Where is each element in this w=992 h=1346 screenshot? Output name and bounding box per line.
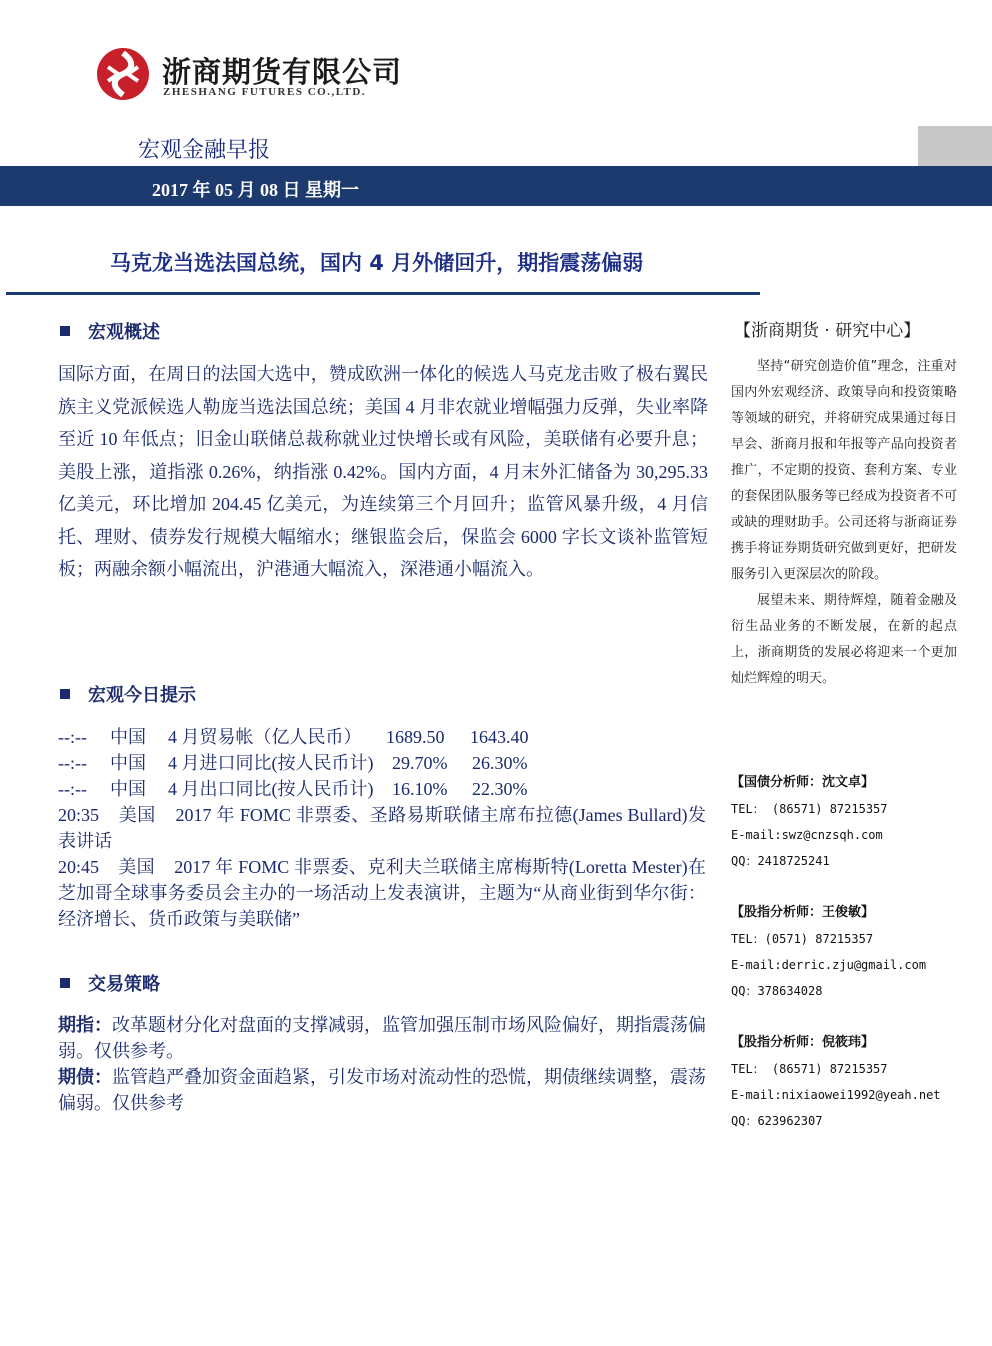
list-item: --:-- 中国 4 月贸易帐（亿人民币） 1689.50 1643.40 (58, 727, 529, 747)
analyst-card-index-2 (731, 1030, 941, 1134)
analyst-card-bond (731, 770, 888, 874)
analyst-card-index-1 (731, 900, 926, 1004)
date-bar (0, 166, 992, 206)
square-bullet-icon (60, 978, 70, 988)
strategy-item-index-futures: 期指：改革题材分化对盘面的支撑减弱，监管加强压制市场风险偏好，期指震荡偏弱。仅供参考。 (58, 1015, 706, 1062)
analyst-tel: TEL：(0571) 87215357 (731, 932, 874, 946)
analyst-tel: TEL： (86571) 87215357 (731, 802, 888, 816)
section-heading-today-tips: 宏观今日提示 (60, 681, 196, 707)
square-bullet-icon (60, 326, 70, 336)
headline-divider (6, 292, 760, 295)
analyst-qq: QQ：623962307 (731, 1114, 823, 1128)
zheshang-logo-icon (96, 47, 150, 101)
event-item: 20:45 美国 2017 年 FOMC 非票委、克利夫兰联储主席梅斯特(Loretta Mester)在芝加哥全球事务委员会主办的一场活动上发表演讲，主题为“从商业街到华尔街：经济增长、货币政策与美联储” (58, 857, 706, 929)
event-item: 20:35 美国 2017 年 FOMC 非票委、圣路易斯联储主席布拉德(James Bullard)发表讲话 (58, 805, 706, 851)
strategy-item-bond-futures: 期债：监管趋严叠加资金面趋紧，引发市场对流动性的恐慌，期债继续调整，震荡偏弱。仅供参考 (58, 1067, 706, 1114)
analyst-name: 【股指分析师：倪筱玮】 (731, 1035, 875, 1050)
today-tips-data-list (58, 724, 718, 932)
section-heading-macro-overview: 宏观概述 (60, 318, 160, 344)
analyst-name: 【股指分析师：王俊敏】 (731, 905, 875, 920)
macro-overview-text: 国际方面，在周日的法国大选中，赞成欧洲一体化的候选人马克龙击败了极右翼民族主义党派候选人勒庞当选法国总统；美国 4 月非农就业增幅强力反弹，失业率降至近 10 年低点；旧金山联储总裁称就业过快增长或有风险，美联储有必要升息；美股上涨，道指涨 0.26%，纳指涨 0.42%。国内方面，4 月末外汇储备为 30,295.33 亿美元，环比增加 204.45 亿美元，为连续第三个月回升；监管风暴升级，4 月信托、理财、债券发行规模大幅缩水；继银监会后，保监会 6000 字长文谈补监管短板；两融余额小幅流出，沪港通大幅流入，深港通小幅流入。 (58, 364, 708, 579)
list-item: --:-- 中国 4 月出口同比(按人民币计) 16.10% 22.30% (58, 779, 528, 799)
square-bullet-icon (60, 689, 70, 699)
strategy-list (58, 1013, 706, 1117)
analyst-qq: QQ：2418725241 (731, 854, 830, 868)
sidebar-title: 【浙商期货 · 研究中心】 (734, 321, 921, 341)
sidebar-intro (731, 354, 957, 692)
analyst-name: 【国债分析师：沈文卓】 (731, 775, 875, 790)
report-type: 宏观金融早报 (138, 138, 271, 163)
analyst-email[interactable]: E-mail:derric.zju@gmail.com (731, 958, 927, 972)
analyst-tel: TEL： (86571) 87215357 (731, 1062, 888, 1076)
list-item: --:-- 中国 4 月进口同比(按人民币计) 29.70% 26.30% (58, 753, 528, 773)
sidebar-intro-paragraph: 坚持“研究创造价值”理念，注重对国内外宏观经济、政策导向和投资策略等领域的研究，并将研究成果通过每日早会、浙商月报和年报等产品向投资者推广，不定期的投资、套利方案、专业的套保团队服务等已经成为投资者不可或缺的理财助手。公司还将与浙商证券携手将证券期货研究做到更好，把研发服务引入更深层次的阶段。 (731, 359, 957, 582)
report-date: 2017 年 05 月 08 日 星期一 (152, 180, 359, 200)
company-name-cn: 浙商期货有限公司 (162, 55, 403, 89)
section-heading-strategy: 交易策略 (60, 970, 160, 996)
report-headline: 马克龙当选法国总统，国内 4 月外储回升，期指震荡偏弱 (110, 251, 644, 275)
analyst-email[interactable]: E-mail:nixiaowei1992@yeah.net (731, 1088, 941, 1102)
sidebar-intro-paragraph: 展望未来、期待辉煌，随着金融及衍生品业务的不断发展，在新的起点上，浙商期货的发展必将迎来一个更加灿烂辉煌的明天。 (731, 593, 957, 686)
header-grey-block (918, 126, 992, 166)
analyst-email[interactable]: E-mail:swz@cnzsqh.com (731, 828, 883, 842)
company-name-en: ZHESHANG FUTURES CO.,LTD. (163, 86, 367, 98)
analyst-qq: QQ：378634028 (731, 984, 823, 998)
